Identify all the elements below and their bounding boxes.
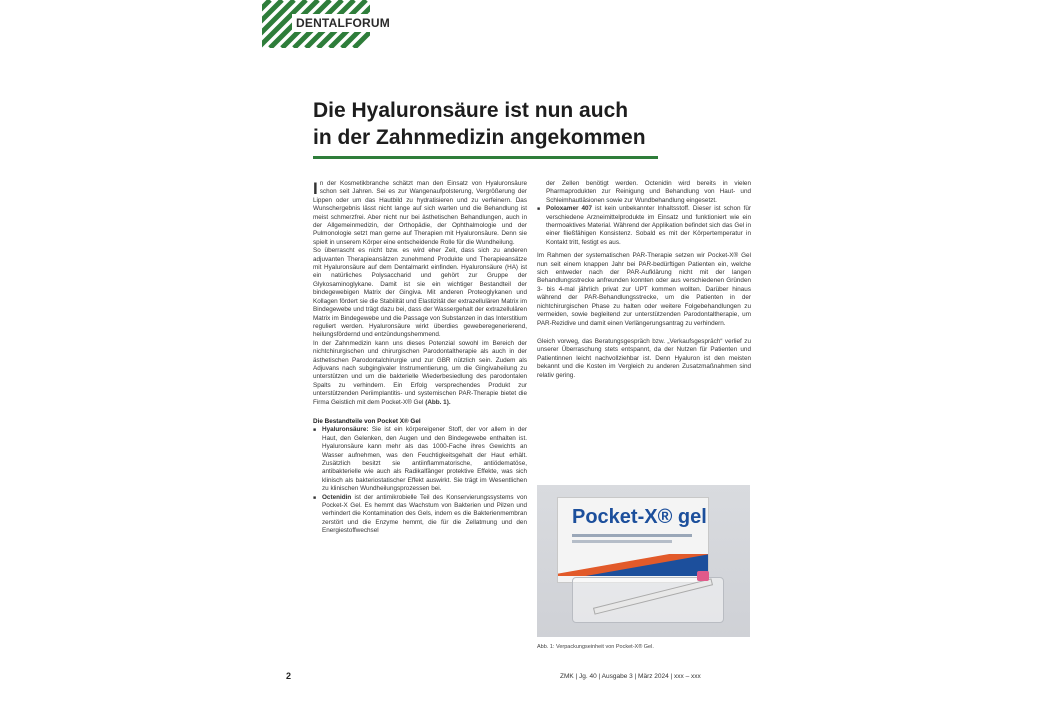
footer-meta: ZMK | Jg. 40 | Ausgabe 3 | März 2024 | xxx – xxx [560, 673, 701, 680]
paragraph-2: So überrascht es nicht bzw. es wird eher Zeit, dass sich zu anderen adjuvanten Therapieansätzen zunehmend Produkte und Therapieansätze mit Hyaluronsäure auf dem Dentalmarkt einfinden. Hyaluronsäure (HA) ist ein natürliches Polysaccharid und gehört zur Gruppe der Glykosaminoglykane. Damit ist sie ein wichtiger Bestandteil der bindegewebigen Matrix der Gingiva. Mit anderen Proteoglykanen und Kollagen fördert sie die Stabilität und Elastizität der extrazellulären Matrix im Bindegewebe und trägt dazu bei, dass der Wassergehalt der extrazellulären Matrix im Bindegewebe und die Passage von Substanzen in das Interstitium reguliert werden. Hyaluronsäure wirkt überdies geweberegenerierend, heilungsfördernd und entzündungshemmend. [313, 247, 527, 339]
figure-reference: (Abb. 1). [425, 398, 451, 406]
title-line-2: in der Zahnmedizin angekommen [313, 126, 646, 149]
list-item: ■ Octenidin ist der antimikrobielle Teil des Konservierungssystems von Pocket-X Gel. Es hemmt das Wachstum von Bakterien und Pilzen und verhindert die Kontamination des Gels, indem es die Bakterienmembran zerstört und die Enzyme hemmt, die für die Zellatmung und den Energiestoffwechsel [322, 494, 527, 536]
component-list-continued [537, 205, 751, 247]
article-title [313, 97, 673, 151]
product-brand: Pocket-X® gel [572, 506, 707, 528]
section-label: DENTALFORUM [292, 14, 394, 32]
component-list [313, 426, 527, 535]
article-column-left [313, 180, 527, 536]
product-photo [537, 485, 750, 637]
list-item: ■ Hyaluronsäure: Sie ist ein körpereigener Stoff, der vor allem in der Haut, den Gelenken, den Augen und den Bindegewebe enthalten ist. Hyaluronsäure kann mehr als das 1000-Fache ihres Gewichts an Wasser aufnehmen, was den Feuchtigkeitsgehalt der Haut erhält. Zusätzlich besitzt sie antiinflammatorische, antiödematöse, antibakterielle wie auch als Radikalfänger protektive Effekte, was sich klinisch als bakteriostatischer Effekt auswirkt. Sie trägt im Wesentlichen zu klinischen Wundheilungsprozessen bei. [322, 426, 527, 493]
syringe-cap [697, 571, 709, 581]
paragraph-5: Gleich vorweg, das Beratungsgespräch bzw. „Verkaufsgespräch“ verlief zu unserer Überraschung stets entspannt, da der Nutzen für Patienten und Patientinnen leicht nachvollziehbar ist. Denn Hyaluron ist den meisten bekannt und die Kosten im Vergleich zu anderen Zusatzmaßnahmen sind relativ gering. [537, 337, 751, 379]
paragraph-4: Im Rahmen der systematischen PAR-Therapie setzen wir Pocket-X® Gel nun seit einem knappen Jahr bei PAR-bedürftigen Patienten ein, welche sich entweder nach der PAR-Aufklärung nicht mit der langen Behandlungsstrecke anfreunden konnten oder aus verschiedenen Gründen 3- bis 4-mal jährlich privat zur UPT kommen wollten. Darüber hinaus während der PAR-Behandlungsstrecke, um die Patienten in der nichtchirurgischen Phase zu halten oder weitere Folgebehandlungen zu vermeiden, sowie begleitend zur unterstützenden Parodontaltherapie, um PAR-Rezidive und damit einen Verlängerungsantrag zu verhindern. [537, 252, 751, 327]
list-item: ■ Poloxamer 407 ist kein unbekannter Inhaltsstoff. Dieser ist schon für verschiedene Arzneimittelprodukte im Einsatz und funktioniert wie ein thermoaktives Material. Während der Applikation befindet sich das Gel in einer fließfähigen Konsistenz. Sobald es mit der Körpertemperatur in Kontakt tritt, festigt es aus. [546, 205, 751, 247]
product-box [557, 497, 709, 583]
title-line-1: Die Hyaluronsäure ist nun auch [313, 99, 629, 122]
page-number: 2 [286, 671, 292, 681]
title-underline [313, 156, 658, 159]
intro-paragraph: In der Kosmetikbranche schätzt man den Einsatz von Hyaluronsäure schon seit Jahren. Sei es zur Wangenaufpolsterung, Vergrößerung der Lippen oder um das Hautbild zu hydratisieren und zu verfeinern. Das Wunschergebnis lässt nicht lange auf sich warten und die Behandlung ist meist schmerzfrei. Aber nicht nur bei ästhetischen Behandlungen, auch in der Allgemeinmedizin, der Orthopädie, der Ophthalmologie und der Pulmonologie setzt man gerne auf Therapien mit Hyaluronsäure. Denn sie spielt in unserem Körper eine entscheidende Rolle für die Wundheilung. [313, 179, 527, 246]
drop-cap: I [313, 179, 318, 198]
figure-caption: Abb. 1: Verpackungseinheit von Pocket-X® Gel. [537, 644, 654, 650]
paragraph-3: In der Zahnmedizin kann uns dieses Potenzial sowohl im Bereich der nichtchirurgischen und chirurgischen Parodontaltherapie als auch in der ästhetischen Parodontalchirurgie und zur GBR nützlich sein. Zudem als Adjuvans nach subgingivaler Instrumentierung, um die Gingivaheilung zu unterstützen und um die bakterielle Wiederbesiedlung des parodontalen Spalts zu verhindern. Ein Erfolg versprechendes Produkt zur unterstützenden Periimplantitis- und systemischen PAR-Therapie bietet die Firma Geistlich mit dem Pocket-X® Gel (Abb. 1). [313, 339, 527, 406]
subheading-components: Die Bestandteile von Pocket X® Gel [313, 417, 421, 425]
article-column-right [537, 180, 751, 380]
paragraph-continued: der Zellen benötigt werden. Octenidin wird bereits in vielen Pharmaprodukten zur Reinigung und Behandlung von Haut- und Schleimhautläsionen sowie zur Wundbehandlung eingesetzt. [546, 180, 751, 204]
